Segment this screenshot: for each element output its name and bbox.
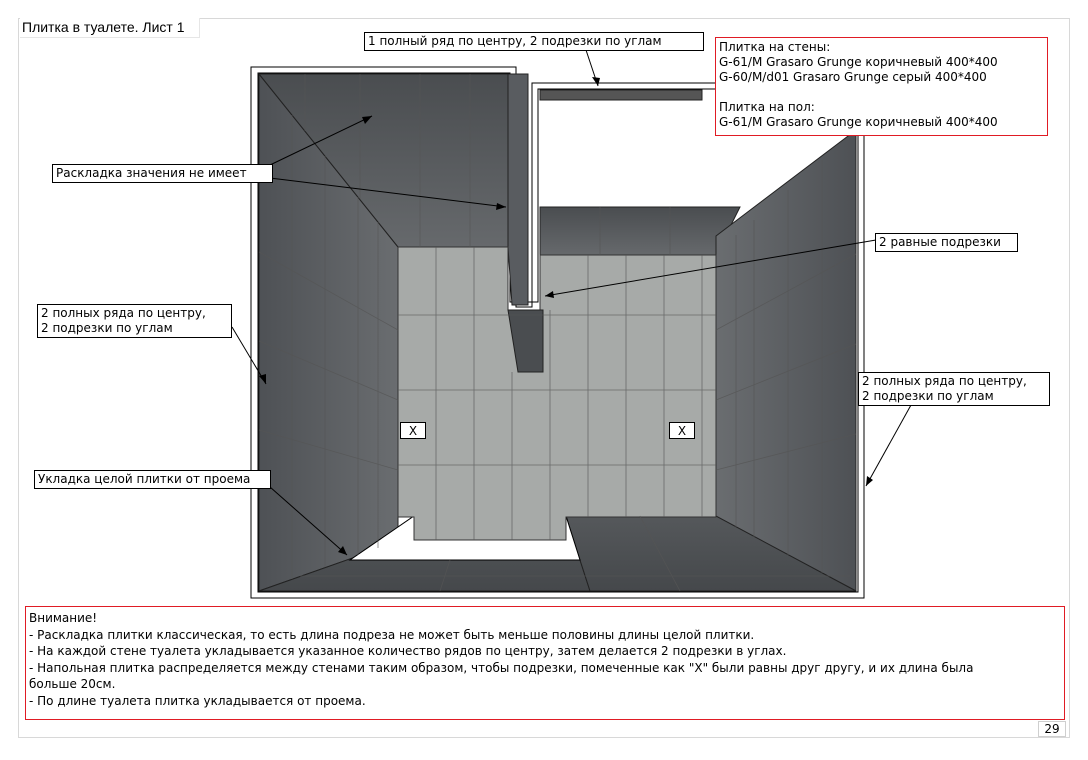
callout-left-wall: [37, 304, 232, 338]
note-line-3: - Напольная плитка распределяется между стенами таким образом, чтобы подрезки, помеченные как "X" были равны друг другу, и их длина была: [29, 660, 974, 675]
callout-right-wall-line2: 2 подрезки по углам: [862, 389, 994, 403]
wall-tile-heading: Плитка на стены:: [719, 40, 831, 54]
note-line-4: больше 20см.: [29, 677, 116, 691]
note-line-2: - На каждой стене туалета укладывается указанное количество рядов по центру, затем делается 2 подрезки в углах.: [29, 644, 787, 658]
callout-right-wall: [858, 372, 1050, 406]
note-heading: Внимание!: [29, 611, 98, 625]
tile-spec-box: [715, 37, 1048, 136]
back-wall-top-strip: [540, 90, 702, 100]
note-line-1: - Раскладка плитки классическая, то есть длина подреза не может быть меньше половины длины целой плитки.: [29, 627, 755, 642]
cut-marker-left: X: [400, 422, 426, 439]
door-jamb: [508, 74, 528, 305]
callout-left-wall-line1: 2 полных ряда по центру,: [41, 306, 206, 320]
floor: [398, 247, 716, 540]
callout-equal-cuts: 2 равные подрезки: [875, 233, 1018, 252]
wall-tile-1: G-61/M Grasaro Grunge коричневый 400*400: [719, 55, 998, 69]
callout-top-center: 1 полный ряд по центру, 2 подрезки по углам: [364, 32, 704, 51]
page-title: Плитка в туалете. Лист 1: [20, 18, 200, 38]
floor-tile-heading: Плитка на пол:: [719, 100, 815, 114]
cut-marker-right: X: [669, 422, 695, 439]
page-number: 29: [1038, 721, 1066, 737]
note-line-5: - По длине туалета плитка укладывается от проема.: [29, 693, 366, 708]
attention-note: [25, 606, 1065, 720]
callout-from-opening: Укладка целой плитки от проема: [34, 470, 271, 489]
callout-left-wall-line2: 2 подрезки по углам: [41, 321, 173, 335]
wall-tile-2: G-60/M/d01 Grasaro Grunge серый 400*400: [719, 70, 987, 84]
callout-no-matter: Раскладка значения не имеет: [52, 164, 273, 183]
floor-tile-1: G-61/M Grasaro Grunge коричневый 400*400: [719, 115, 998, 129]
callout-right-wall-line1: 2 полных ряда по центру,: [862, 374, 1027, 388]
back-wall-lower: [540, 207, 740, 255]
